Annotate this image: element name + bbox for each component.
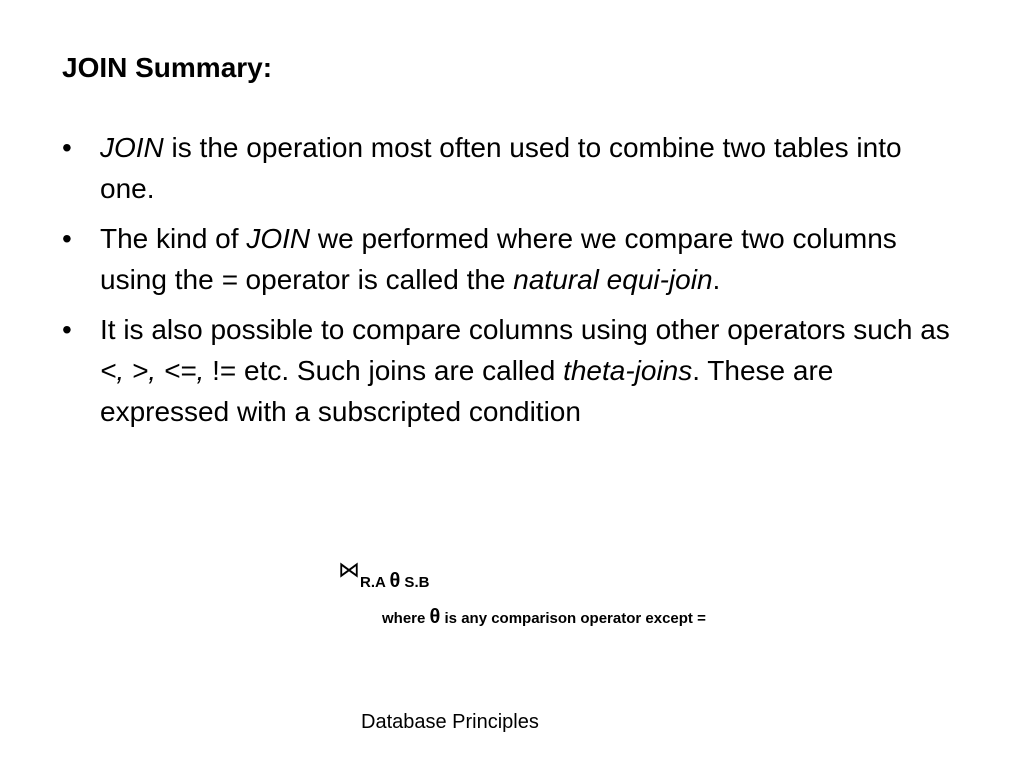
theta-join-formula	[338, 557, 430, 592]
theta-symbol: θ	[389, 570, 401, 592]
slide-title: JOIN Summary:	[62, 52, 273, 83]
condition-right: S.B	[400, 574, 430, 591]
bullet-text-part: It is also possible to compare columns using other operators such as	[100, 314, 950, 345]
bullet-list	[62, 127, 962, 441]
bullet-text-part: The kind of	[100, 223, 247, 254]
note-suffix: is any comparison operator except =	[440, 610, 706, 627]
slide-footer: Database Principles	[361, 711, 539, 733]
note-theta-symbol: θ	[429, 606, 441, 628]
join-symbol-icon: ⋈	[338, 557, 360, 582]
bullet-text-part: theta-joins	[563, 355, 693, 386]
bullet-text-part: JOIN	[100, 132, 164, 163]
bullet-dot: •	[62, 314, 72, 345]
condition-left: R.A	[360, 574, 390, 591]
bullet-text-part: natural equi-join	[513, 264, 713, 295]
bullet-text	[100, 314, 950, 427]
join-condition	[360, 570, 430, 592]
bullet-item	[62, 218, 962, 300]
bullet-text-part: .	[712, 264, 721, 295]
bullet-text-part: we performed where we compare two columns using the	[100, 223, 897, 295]
bullet-text	[100, 223, 897, 295]
bullet-text-part: . These are expressed with a subscripted condition	[100, 355, 834, 427]
bullet-text-part: =	[221, 264, 238, 295]
bullet-dot: •	[62, 223, 72, 254]
bullet-text	[100, 132, 902, 204]
bullet-item	[62, 309, 962, 432]
bullet-text-part: <, >, <=,	[100, 355, 205, 386]
bullet-text-part: != etc. Such joins are called	[204, 355, 564, 386]
bullet-text-part: operator is called the	[237, 264, 514, 295]
bullet-text-part: is the operation most often used to combine two tables into one.	[100, 132, 902, 204]
theta-note	[382, 606, 706, 630]
bullet-item	[62, 127, 962, 209]
note-prefix: where	[382, 610, 430, 627]
bullet-text-part: JOIN	[246, 223, 311, 254]
bullet-dot: •	[62, 132, 72, 163]
